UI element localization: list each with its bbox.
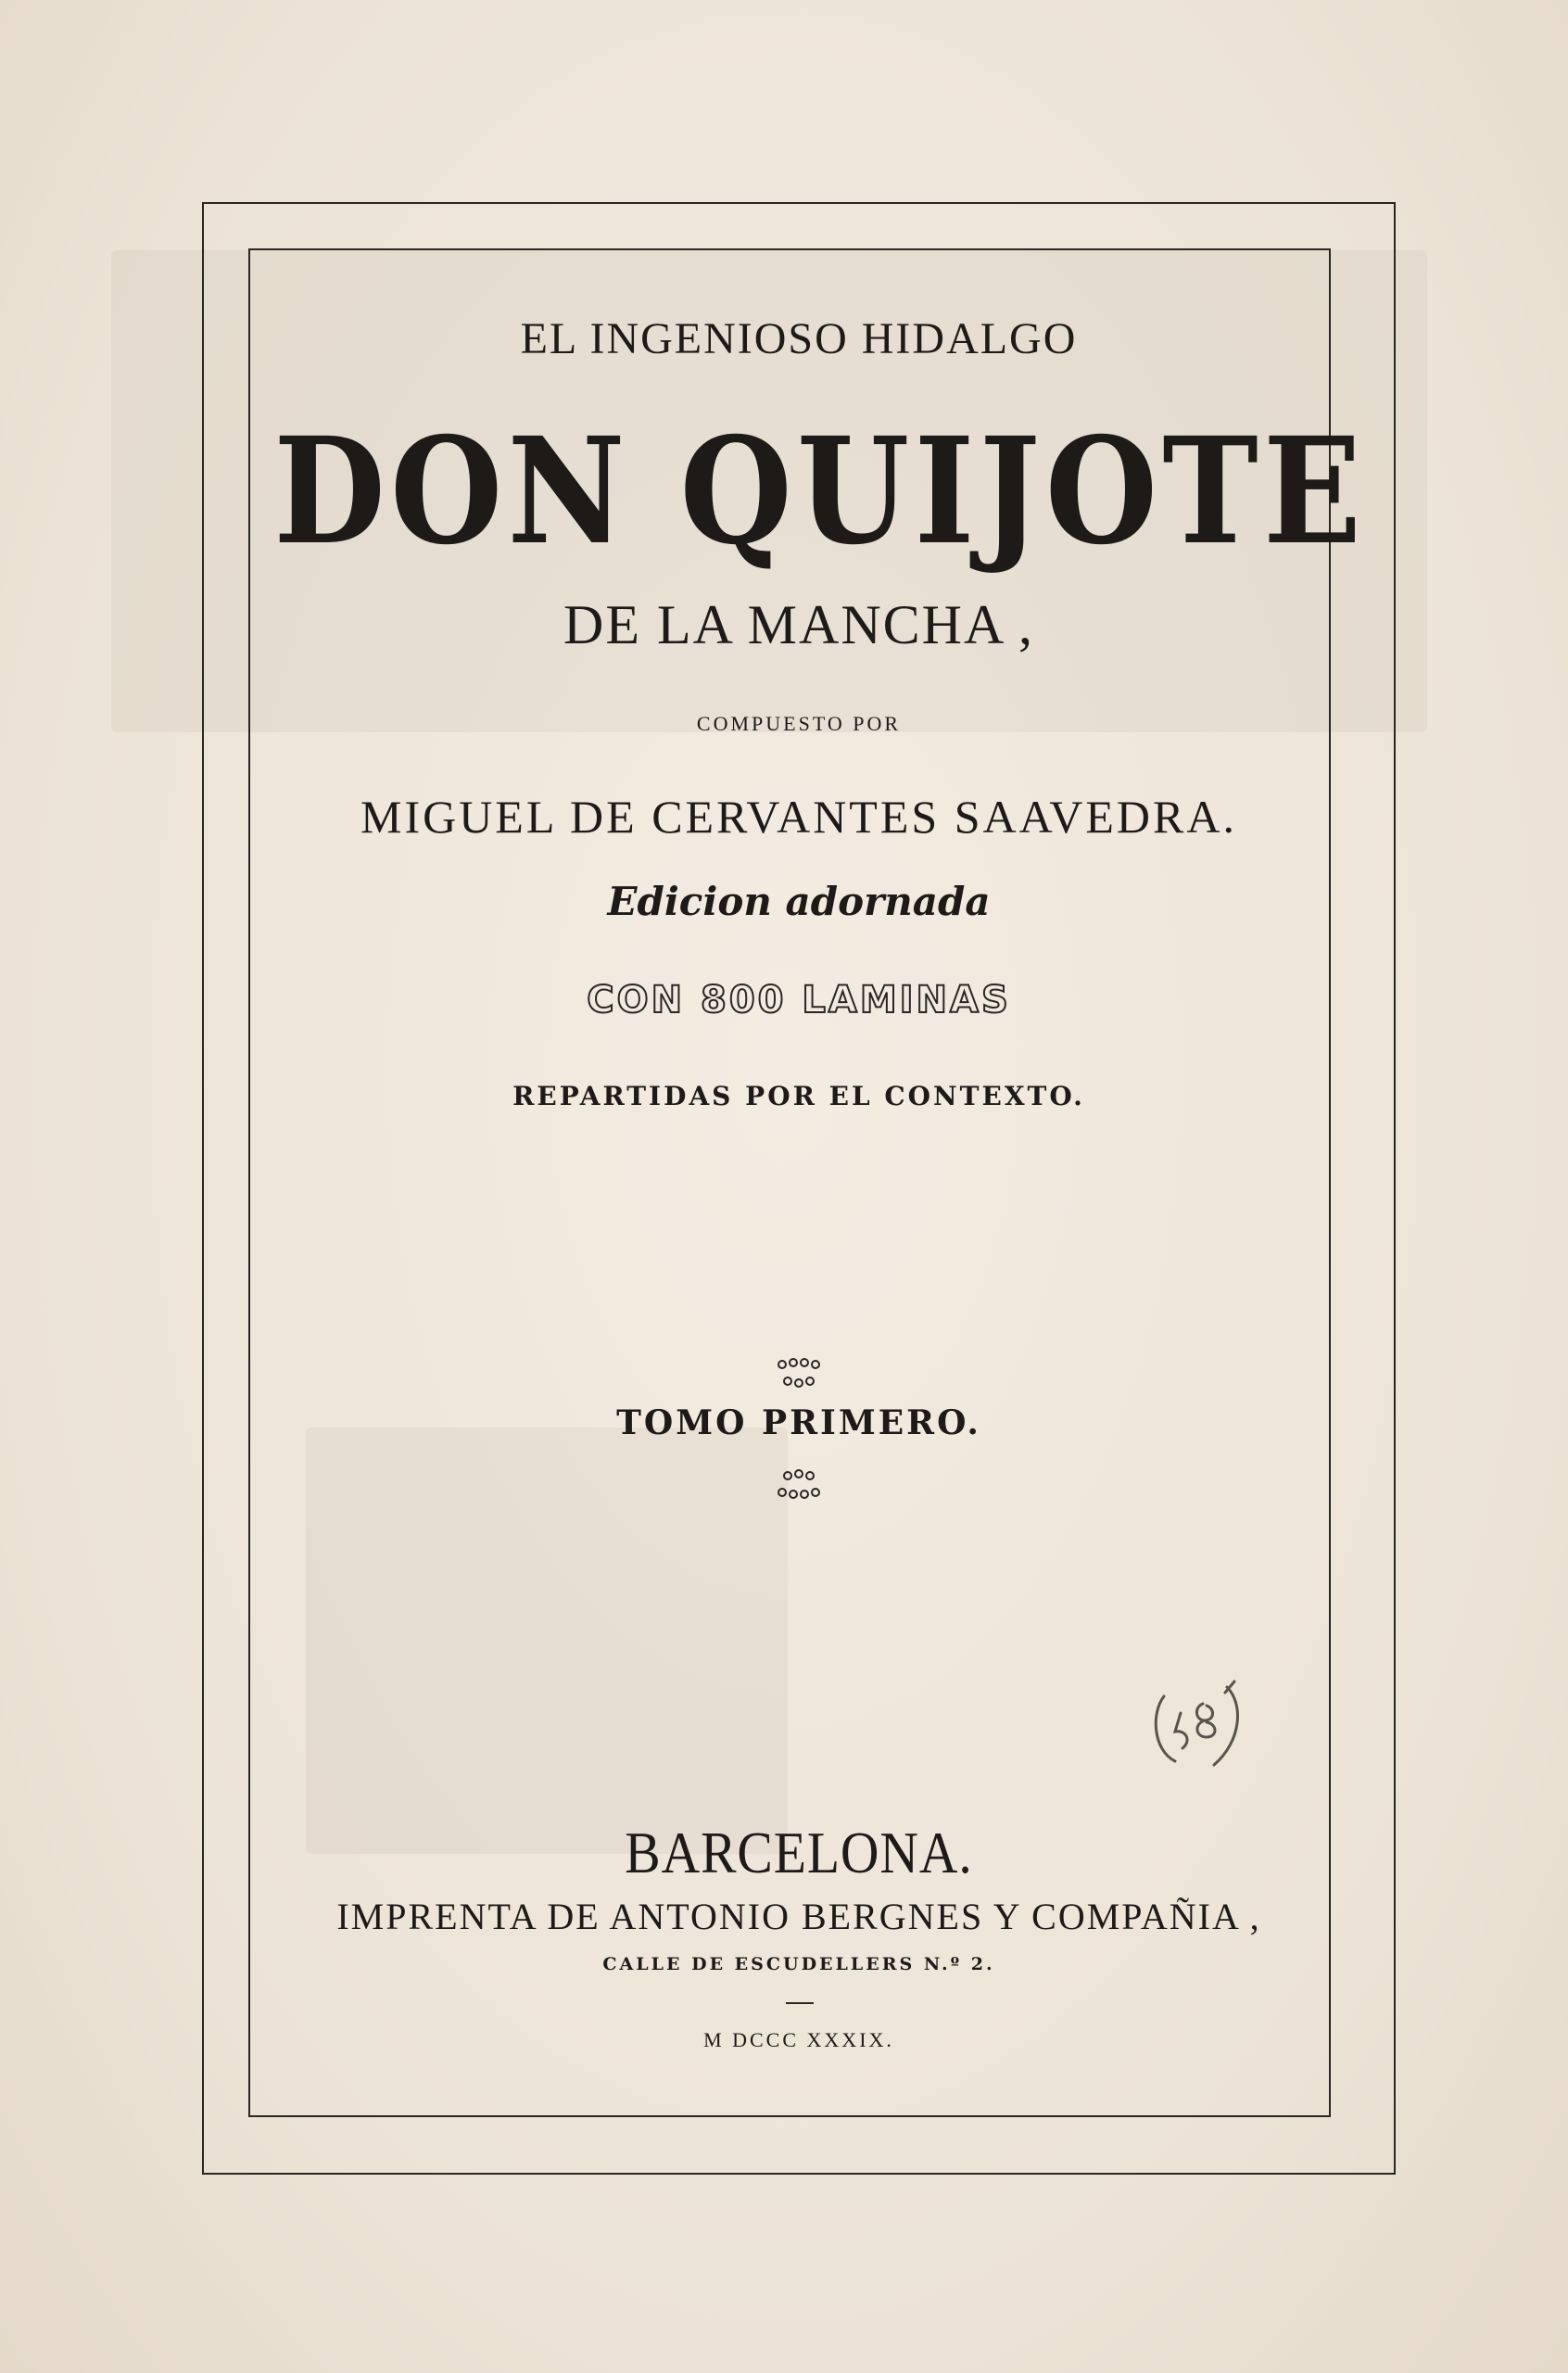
author-name: MIGUEL DE CERVANTES SAAVEDRA. <box>360 791 1237 843</box>
printer-name: IMPRENTA DE ANTONIO BERGNES Y COMPAÑIA , <box>336 1896 1261 1937</box>
subtitle-de-la-mancha: DE LA MANCHA , <box>563 594 1035 655</box>
distribution-line: REPARTIDAS POR EL CONTEXTO. <box>512 1081 1085 1111</box>
ornament-top-icon <box>758 1355 840 1396</box>
composed-by-label: COMPUESTO POR <box>696 712 902 735</box>
city-name: BARCELONA. <box>625 1820 973 1885</box>
subtitle-ingenioso-hidalgo: EL INGENIOSO HIDALGO <box>520 314 1078 363</box>
publication-year: M DCCC XXXIX. <box>703 2028 894 2051</box>
main-title: DON QUIJOTE <box>273 406 1367 577</box>
plates-line: CON 800 LAMINAS <box>587 979 1011 1022</box>
short-rule <box>786 2002 814 2004</box>
ornament-bottom-icon <box>758 1466 840 1507</box>
volume-label: TOMO PRIMERO. <box>616 1403 981 1442</box>
edition-line: Edicion adornada <box>607 879 991 924</box>
printer-address: CALLE DE ESCUDELLERS N.º 2. <box>602 1954 995 1974</box>
